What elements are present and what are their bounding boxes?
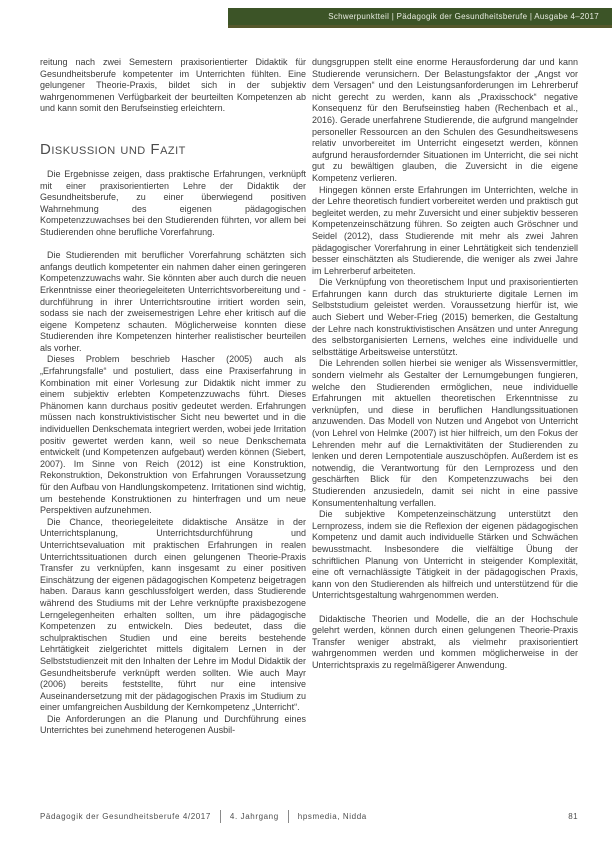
section-heading: Diskussion und Fazit bbox=[40, 140, 186, 158]
paragraph: Die Lehrenden sollen hierbei sie weniger als Wissensvermittler, sondern vielmehr als Gestalter der Lernumgebungen fungieren, welche den Studierenden ermöglichen, neue individuelle Erfahrungen mit aktuellen theoretischen Erkenntnisse zu verknüpfen, und diese in beruflichen Handlungssituationen anzuwenden. Das Modell von Nutzen und Angebot von Unterricht (von Lehrel von Helmke (2007) ist hier hilfreich, um den Fokus der Lehrenden mehr auf die Lernaktivitäten der Studierenden zu lenken und deren Lernpotentiale auszuschöpfen. Außerdem ist es notwendig, die Verantwortung für den Lernprozess und den geschärften Blick für den Kompetenzzuwachs bei den Studierenden anzusiedeln, damit sei nicht in eine passive Konsumentenhaltung verfallen. bbox=[312, 358, 578, 508]
paragraph: Didaktische Theorien und Modelle, die an der Hochschule gelehrt werden, können durch einen gelungenen Theorie-Praxis Transfer weniger abstrakt, als vielmehr praxisorientiert wahrgenommen werden und kommen möglicherweise in der Unterrichtspraxis zu regelmäßigerer Anwendung. bbox=[312, 613, 578, 670]
paragraph: Die Studierenden mit beruflicher Vorerfahrung schätzten sich anfangs deutlich kompetenter ein nahmen daher einen geringeren Kompetenzzuwachs wahr. Sie könnten aber auch durch die neuen Erkenntnisse einer theoriegeleiteten Unterrichtsvorbereitung und -durchführung in ihrer Unterrichtsroutine irritiert worden sein, sodass sie nach der zweisemestrigen Lehre eher kritisch auf die eigene Kompetenz schauten. Möglicherweise konnten diese Studierenden ihre Kompetenzen hinterher realistischer beurteilen als vorher. bbox=[40, 250, 306, 353]
paragraph: dungsgruppen stellt eine enorme Herausforderung dar und kann Studierende verunsichern. Der Belastungsfaktor der „Angst vor dem Versagen“ und den Leistungsanforderungen im Lehrerberuf nicht gerecht zu werden, kann als „Praxisschock“ negative Konsequenz für den Berufseinstieg haben (Rechenbach et al., 2016). Gerade unerfahrene Studierende, die aufgrund mangelnder personeller Ressourcen an den Schulen des Gesundheitswesens relativ unvorbereitet im Unterricht eingesetzt werden, können aufgrund herausfordernder Situationen im Unterricht, die sei nicht gut zu bewältigen glauben, die Zuversicht in die eigene Kompetenz verlieren. bbox=[312, 57, 578, 183]
paragraph: Hingegen können erste Erfahrungen im Unterrichten, welche in der Lehre theoretisch fundiert vorbereitet werden und praktisch gut begleitet werden, zu mehr Zuversicht und einer subjektiv besseren Kompetenzeinschätzung führen. So zeigten auch Gröschner und Seidel (2012), dass Studierende mit mehr als zwei Jahren pädagogischer Vorerfahrung in einer Lehrtätigkeit sich tendenziell besser einschätzten als Studierende, die weniger als zwei Jahre im Lehrerberuf arbeiteten. bbox=[312, 184, 578, 276]
paragraph: Die Ergebnisse zeigen, dass praktische Erfahrungen, verknüpft mit einer praxisorientierten Lehre der Didaktik der Gesundheitsberufe, zu einer überwiegend positiven Wahrnehmung des eigenen pädagogischen Kompetenzzuwachses bei den Studierenden führten, vor allem bei Studierenden ohne berufliche Vorerfahrung. bbox=[40, 168, 306, 237]
header-bar bbox=[228, 8, 612, 28]
left-column bbox=[40, 57, 306, 737]
paragraph: Die Verknüpfung von theoretischem Input und praxisorientierten Erfahrungen kann durch das strukturierte digitale Lernen im Selbststudium geleistet werden. Voraussetzung hierfür ist, wie auch Siebert und Weber-Frieg (2015) bemerken, die Gestaltung der Lehre nach konstruktivistischen Ansätzen und unter Anregung des selbstorganisierten Lernens, welches eine individuelle und selbsttätige Arbeitsweise unterstützt. bbox=[312, 277, 578, 357]
paragraph: Die Chance, theoriegeleitete didaktische Ansätze in der Unterrichtsplanung, Unterrichtsdurchführung und Unterrichtsevaluation mit praktischen Erfahrungen in realen Unterrichtssituationen durch einen gelungenen Theorie-Praxis Transfer zu verknüpfen, kann insgesamt zu einer positiven Einschätzung der eigenen pädagogischen Kompetenz beigetragen haben. Daraus kann geschlussfolgert werden, dass Studierende während des Studiums mit der Lehre verknüpfte praxisbezogene Lerngelegenheiten erhalten sollten, um ihre pädagogische Kompetenzen zu entwickeln. Dies bedeutet, dass die schulpraktischen Studien und eine bereits bestehende Lehrtätigkeit zielgerichtet mittels digitalem Lernen in der Selbststudienzeit mit den Inhalten der Lehre im Modul Didaktik der Gesundheitsberufe verknüpft werden sollten. Wie auch Mayr (2006) bereits feststellte, führt nur eine intensive Auseinandersetzung mit der pädagogischen Praxis im Studium zu einer umfangreichen Ausbildung der Kernkompetenz „Unterricht“. bbox=[40, 516, 306, 713]
header-running-title: Schwerpunktteil | Pädagogik der Gesundheitsberufe | Ausgabe 4–2017 bbox=[328, 12, 599, 21]
footer-journal-title: Pädagogik der Gesundheitsberufe 4/2017 bbox=[40, 812, 211, 821]
paragraph: Die Anforderungen an die Planung und Durchführung eines Unterrichtes bei zunehmend heterogenen Ausbil- bbox=[40, 713, 306, 736]
paragraph: reitung nach zwei Semestern praxisorientierter Didaktik für Gesundheitsberufe kompetenter im Unterrichten fühlten. Eine gelungener Theorie-Praxis, bildet sich in der subjektiv wahrgenommenen Verfügbarkeit der beurteilten Kompetenzen ab und kann somit den Berufseinstieg erleichtern. bbox=[40, 57, 306, 114]
footer-divider bbox=[220, 810, 221, 823]
page-footer bbox=[40, 810, 578, 823]
right-column bbox=[312, 57, 578, 737]
footer-publisher: hpsmedia, Nidda bbox=[297, 812, 367, 821]
paragraph: Dieses Problem beschrieb Hascher (2005) auch als „Erfahrungsfalle“ und postuliert, dass eine Praxiserfahrung in Kombination mit einer Vorlesung zur Didaktik nicht immer zu einem subjektiv erlebten Kompetenzzuwachs führt. Dieses Phänomen kann durchaus positiv gedeutet werden. Erfahrungen müssen nach konstruktivistischer Sicht neu bewertet und in die individuellen Denkschemata integriert werden, wobei jede Irritation positiv gewertet werden kann, weil so neue Denkschemata entwickelt (und Kompetenzen aufgebaut) werden können (Siebert, 2007). Im Sinne von Reich (2012) ist eine Konstruktion, Rekonstruktion, Dekonstruktion von Erfahrungen Voraussetzung für den Aufbau von Handlungskompetenz. Irritationen sind wichtig, um bestehende Konstruktionen zu hinterfragen und um neue Perspektiven aufzunehmen. bbox=[40, 354, 306, 516]
paragraph: Die subjektive Kompetenzeinschätzung unterstützt den Lernprozess, indem sie die Reflexion der eigenen pädagogischen Kompetenz und damit auch individuelle Stärken und Schwächen bewusstmacht. Insbesondere die vielfältige Übung der schriftlichen Planung von Unterricht in steigender Komplexität, eine oft vernachlässigte Tätigkeit in der pädagogischen Praxis, kann von den Studierenden als hilfreich und unterstützend für die Unterrichtsgestaltung wahrgenommen werden. bbox=[312, 509, 578, 601]
page-number: 81 bbox=[568, 812, 578, 821]
article-body bbox=[40, 57, 578, 737]
footer-divider bbox=[288, 810, 289, 823]
footer-volume: 4. Jahrgang bbox=[229, 812, 279, 821]
